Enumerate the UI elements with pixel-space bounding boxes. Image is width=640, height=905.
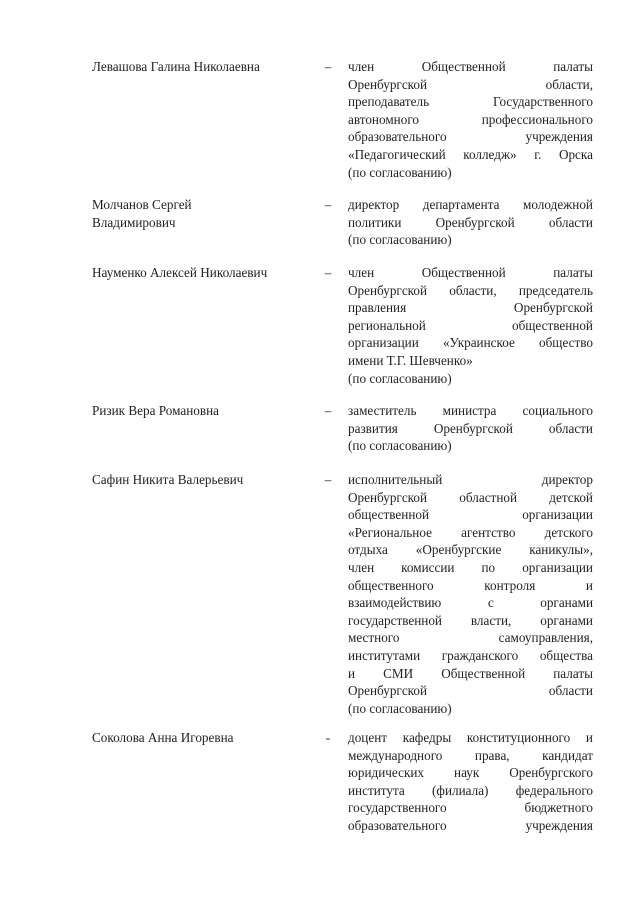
description-line: региональной общественной: [348, 317, 593, 333]
description-line: правления Оренбургской: [348, 300, 593, 316]
description-line: международного права, кандидат: [348, 747, 593, 763]
dash-separator: –: [324, 197, 332, 212]
description-line: «Региональное агентство детского: [348, 524, 593, 540]
dash-separator: –: [324, 403, 332, 418]
description-line: образовательного учреждения: [348, 817, 593, 833]
description-line: (по согласованию): [348, 438, 452, 454]
description-line: преподаватель Государственного: [348, 94, 593, 110]
member-description: [348, 264, 593, 387]
description-line: политики Оренбургской области: [348, 214, 593, 230]
description-line: исполнительный директор: [348, 472, 593, 487]
description-line: юридических наук Оренбургского: [348, 765, 593, 781]
member-name: Науменко Алексей Николаевич: [92, 265, 268, 280]
member-name: Соколова Анна Игоревна: [92, 730, 234, 745]
description-line: института (филиала) федерального: [348, 782, 593, 798]
description-line: (по согласованию): [348, 164, 452, 180]
description-line: имени Т.Г. Шевченко»: [348, 352, 473, 368]
dash-separator: -: [325, 730, 331, 745]
dash-separator: –: [324, 472, 332, 487]
member-description: [348, 58, 593, 181]
description-line: образовательного учреждения: [348, 129, 593, 145]
dash-separator: –: [324, 265, 332, 280]
description-line: отдыха «Оренбургские каникулы»,: [348, 542, 593, 558]
member-name: Ризик Вера Романовна: [92, 403, 219, 418]
description-line: «Педагогический колледж» г. Орска: [348, 146, 593, 162]
member-description: [348, 402, 593, 455]
description-line: общественной организации: [348, 507, 593, 523]
member-name: Молчанов Сергей Владимирович: [92, 197, 192, 230]
description-line: член Общественной палаты: [348, 59, 593, 74]
description-line: государственного бюджетного: [348, 800, 593, 816]
description-line: институтами гражданского общества: [348, 647, 593, 663]
description-line: заместитель министра социального: [348, 403, 593, 418]
dash-separator: –: [324, 59, 332, 74]
member-description: [348, 196, 593, 249]
description-line: организации «Украинское общество: [348, 335, 593, 351]
description-line: член комиссии по организации: [348, 559, 593, 575]
description-line: Оренбургской областной детской: [348, 489, 593, 505]
description-line: автономного профессионального: [348, 111, 593, 127]
description-line: Оренбургской области,: [348, 76, 593, 92]
description-line: доцент кафедры конституционного и: [348, 730, 593, 745]
description-line: взаимодействию с органами: [348, 595, 593, 611]
description-line: (по согласованию): [348, 370, 452, 386]
description-line: развития Оренбургской области: [348, 420, 593, 436]
member-description: [348, 729, 593, 835]
member-name: Левашова Галина Николаевна: [92, 59, 260, 74]
description-line: Оренбургской области: [348, 683, 593, 699]
description-line: директор департамента молодежной: [348, 197, 593, 212]
description-line: (по согласованию): [348, 232, 452, 248]
description-line: государственной власти, органами: [348, 612, 593, 628]
member-description: [348, 471, 593, 717]
member-name: Сафин Никита Валерьевич: [92, 472, 244, 487]
description-line: местного самоуправления,: [348, 630, 593, 646]
description-line: член Общественной палаты: [348, 265, 593, 280]
description-line: и СМИ Общественной палаты: [348, 665, 593, 681]
description-line: общественного контроля и: [348, 577, 593, 593]
description-line: Оренбургской области, председатель: [348, 282, 593, 298]
description-line: (по согласованию): [348, 700, 452, 716]
